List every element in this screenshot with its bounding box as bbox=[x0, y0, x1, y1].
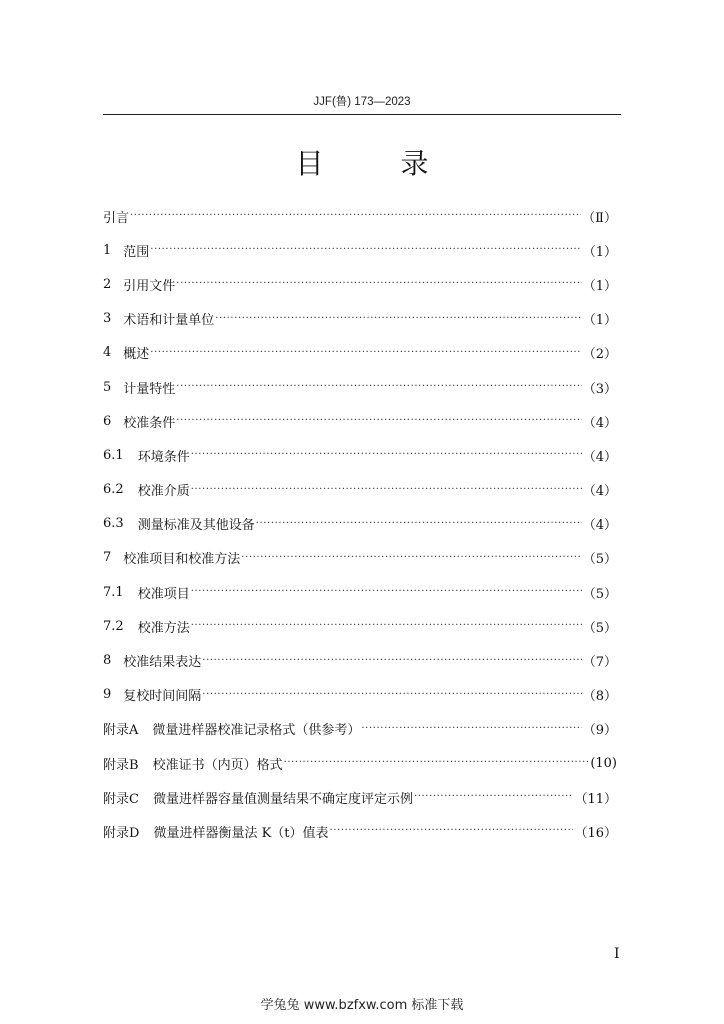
toc-entry-number: 2 bbox=[103, 276, 112, 292]
toc-entry-number: 附录A bbox=[103, 723, 139, 739]
dot-leader bbox=[256, 519, 582, 529]
toc-entry-page: （4） bbox=[582, 415, 617, 431]
toc-entry-page: （5） bbox=[582, 586, 617, 602]
dot-leader bbox=[150, 348, 581, 358]
toc-entry-label: 计量特性 bbox=[123, 381, 176, 397]
toc-entry[interactable] bbox=[103, 609, 617, 643]
toc-entry[interactable] bbox=[103, 199, 617, 233]
toc-entry-label: 术语和计量单位 bbox=[123, 313, 215, 329]
toc-entry[interactable] bbox=[103, 302, 617, 336]
toc-entry-label: 校准结果表达 bbox=[123, 655, 202, 671]
toc-entry-page: （4） bbox=[582, 484, 617, 500]
toc-entry-label: 微量进样器衡量法 K（t）值表 bbox=[153, 825, 329, 841]
toc-entry[interactable] bbox=[103, 712, 617, 746]
toc-entry-page: （7） bbox=[582, 655, 617, 671]
dot-leader bbox=[215, 314, 581, 324]
toc-entry-label: 环境条件 bbox=[137, 449, 190, 465]
toc-entry[interactable] bbox=[103, 780, 617, 814]
dot-leader bbox=[284, 758, 590, 768]
toc-entry-label: 微量进样器容量值测量结果不确定度评定示例 bbox=[152, 791, 413, 807]
toc-entry-number: 1 bbox=[103, 242, 112, 258]
toc-entry[interactable] bbox=[103, 814, 617, 848]
toc-entry-label: 引言 bbox=[103, 210, 130, 226]
toc-entry-number: 附录C bbox=[103, 791, 139, 807]
toc-entry-page: （8） bbox=[582, 689, 617, 705]
toc-entry[interactable] bbox=[103, 643, 617, 677]
dot-leader bbox=[130, 211, 581, 221]
toc-entry-label: 范围 bbox=[123, 244, 150, 260]
table-of-contents bbox=[103, 199, 617, 849]
toc-entry[interactable] bbox=[103, 370, 617, 404]
dot-leader bbox=[191, 485, 582, 495]
toc-entry-page: （16） bbox=[574, 825, 617, 841]
toc-entry[interactable] bbox=[103, 233, 617, 267]
toc-entry-number: 6 bbox=[103, 413, 112, 429]
toc-entry-label: 校准介质 bbox=[137, 484, 190, 500]
toc-entry-number: 7.2 bbox=[103, 618, 124, 634]
dot-leader bbox=[176, 279, 581, 289]
toc-entry-page: （11） bbox=[574, 791, 617, 807]
dot-leader bbox=[414, 792, 573, 802]
toc-entry[interactable] bbox=[103, 267, 617, 301]
toc-entry-page: （1） bbox=[582, 278, 617, 294]
toc-entry[interactable] bbox=[103, 473, 617, 507]
toc-entry-label: 校准项目 bbox=[137, 586, 190, 602]
toc-entry-page: （2） bbox=[582, 347, 617, 363]
dot-leader bbox=[191, 587, 582, 597]
toc-entry-page: （9） bbox=[582, 723, 617, 739]
toc-entry-label: 校准方法 bbox=[137, 620, 190, 636]
toc-entry-page: （1） bbox=[582, 244, 617, 260]
toc-entry[interactable] bbox=[103, 438, 617, 472]
toc-entry-page: （1） bbox=[582, 313, 617, 329]
toc-entry-page: （4） bbox=[582, 449, 617, 465]
toc-entry-number: 附录D bbox=[103, 825, 140, 841]
toc-entry-page: （Ⅱ） bbox=[582, 210, 617, 226]
dot-leader bbox=[150, 245, 581, 255]
toc-entry-number: 4 bbox=[103, 345, 112, 361]
dot-leader bbox=[241, 553, 581, 563]
toc-entry-page: (10) bbox=[590, 755, 617, 771]
toc-entry[interactable] bbox=[103, 575, 617, 609]
toc-entry-label: 校准证书（内页）格式 bbox=[152, 757, 283, 773]
toc-entry-number: 7.1 bbox=[103, 584, 124, 600]
dot-leader bbox=[330, 826, 574, 836]
toc-entry-number: 6.1 bbox=[103, 447, 124, 463]
toc-entry[interactable] bbox=[103, 678, 617, 712]
toc-entry-label: 校准条件 bbox=[123, 415, 176, 431]
dot-leader bbox=[191, 450, 582, 460]
toc-entry-number: 7 bbox=[103, 550, 112, 566]
toc-entry[interactable] bbox=[103, 336, 617, 370]
toc-entry[interactable] bbox=[103, 541, 617, 575]
header-divider bbox=[103, 114, 621, 115]
toc-entry-label: 测量标准及其他设备 bbox=[137, 518, 255, 534]
standard-code-header: JJF(鲁) 173—2023 bbox=[313, 96, 411, 108]
dot-leader bbox=[176, 416, 581, 426]
dot-leader bbox=[202, 690, 581, 700]
toc-entry-number: 8 bbox=[103, 653, 112, 669]
toc-entry-page: （5） bbox=[582, 620, 617, 636]
toc-entry-label: 概述 bbox=[123, 347, 150, 363]
toc-entry-label: 复校时间间隔 bbox=[123, 689, 202, 705]
dot-leader bbox=[176, 382, 581, 392]
toc-entry-page: （3） bbox=[582, 381, 617, 397]
toc-entry-page: （5） bbox=[582, 552, 617, 568]
dot-leader bbox=[361, 724, 581, 734]
toc-entry-number: 6.2 bbox=[103, 482, 124, 498]
page-title: 目 录 bbox=[295, 147, 463, 180]
toc-entry-number: 5 bbox=[103, 379, 112, 395]
toc-entry[interactable] bbox=[103, 404, 617, 438]
toc-entry-number: 3 bbox=[103, 311, 112, 327]
toc-entry-number: 附录B bbox=[103, 757, 139, 773]
watermark-text: 学兔兔 www.bzfxw.com 标准下载 bbox=[260, 998, 464, 1013]
toc-entry[interactable] bbox=[103, 507, 617, 541]
toc-entry-number: 9 bbox=[103, 687, 112, 703]
dot-leader bbox=[202, 656, 581, 666]
toc-entry-number: 6.3 bbox=[103, 516, 124, 532]
toc-entry-label: 微量进样器校准记录格式（供参考） bbox=[152, 723, 361, 739]
toc-entry-page: （4） bbox=[582, 518, 617, 534]
toc-entry-label: 引用文件 bbox=[123, 278, 176, 294]
page-number: I bbox=[614, 946, 620, 962]
toc-entry[interactable] bbox=[103, 746, 617, 780]
dot-leader bbox=[191, 621, 582, 631]
toc-entry-label: 校准项目和校准方法 bbox=[123, 552, 241, 568]
